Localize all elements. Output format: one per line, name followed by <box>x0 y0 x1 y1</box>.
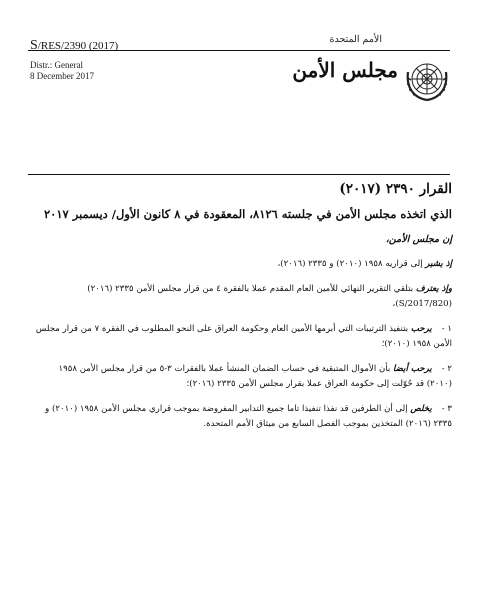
distribution-label: Distr.: General <box>30 60 83 70</box>
paragraph-number: ١ - <box>441 324 452 334</box>
operative-text: بأن الأموال المتبقية في حساب الضمان المنشأ عملا بالفقرات ٣-٥ من قرار مجلس الأمن ١٩٥٨ (٢٠١٠) قد حُوّلت إلى حكومة العراق عملا بقرار مجلس الأمن ٢٣٣٥ (٢٠١٦)؛ <box>58 364 452 389</box>
document-symbol <box>30 38 118 54</box>
security-council-title: مجلس الأمن <box>292 58 398 82</box>
preamble-text: بتلقي التقرير النهائي للأمين العام المقدم عملا بالفقرة ٤ من قرار مجلس الأمن ٢٣٣٥ (٢٠١٦) (S/2017/820)، <box>87 284 452 309</box>
symbol-prefix: S <box>30 38 38 53</box>
paragraph-number: ٢ - <box>441 364 452 374</box>
operative-lead: يرحب أيضا <box>393 364 432 374</box>
preamble-text: إلى قراريه ١٩٥٨ (٢٠١٠) و ٢٣٣٥ (٢٠١٦)، <box>277 259 426 269</box>
operative-lead: يخلص <box>410 404 432 414</box>
distribution-block <box>30 60 94 82</box>
operative-paragraph <box>34 322 452 352</box>
resolution-title: القرار ٢٣٩٠ (٢٠١٧) <box>339 181 452 197</box>
un-name-arabic: الأمم المتحدة <box>329 34 382 45</box>
header-rule <box>28 50 450 51</box>
resolution-body <box>34 180 452 442</box>
operative-paragraph <box>34 402 452 432</box>
document-date: 8 December 2017 <box>30 71 94 81</box>
paragraph-number: ٣ - <box>441 404 452 414</box>
operative-text: إلى أن الطرفين قد نفذا تنفيذا تاما جميع التدابير المفروضة بموجب قراري مجلس الأمن ١٩٥٨ (٢٠١٠) و ٢٣٣٥ (٢٠١٦) المتخذين بموجب الفصل السابع من ميثاق الأمم المتحدة. <box>45 404 452 429</box>
title-rule <box>28 174 450 175</box>
operative-paragraph <box>34 362 452 392</box>
preamble-lead: وإذ يعترف <box>415 284 452 294</box>
preamble-paragraph <box>34 282 452 312</box>
adoption-line: الذي اتخذه مجلس الأمن في جلسته ٨١٢٦، المعقودة في ٨ كانون الأول/ ديسمبر ٢٠١٧ <box>44 207 452 221</box>
symbol-rest: /RES/2390 (2017) <box>37 40 119 52</box>
preamble-lead: إذ يشير <box>425 259 452 269</box>
council-intro: إن مجلس الأمن، <box>385 234 452 245</box>
un-emblem-icon <box>402 54 452 104</box>
preamble-paragraph <box>34 257 452 272</box>
operative-lead: يرحب <box>410 324 432 334</box>
operative-text: بتنفيذ الترتيبات التي أبرمها الأمين العام وحكومة العراق على النحو المطلوب في الفقرة ٧ من قرار مجلس الأمن ١٩٥٨ (٢٠١٠)؛ <box>35 324 452 349</box>
